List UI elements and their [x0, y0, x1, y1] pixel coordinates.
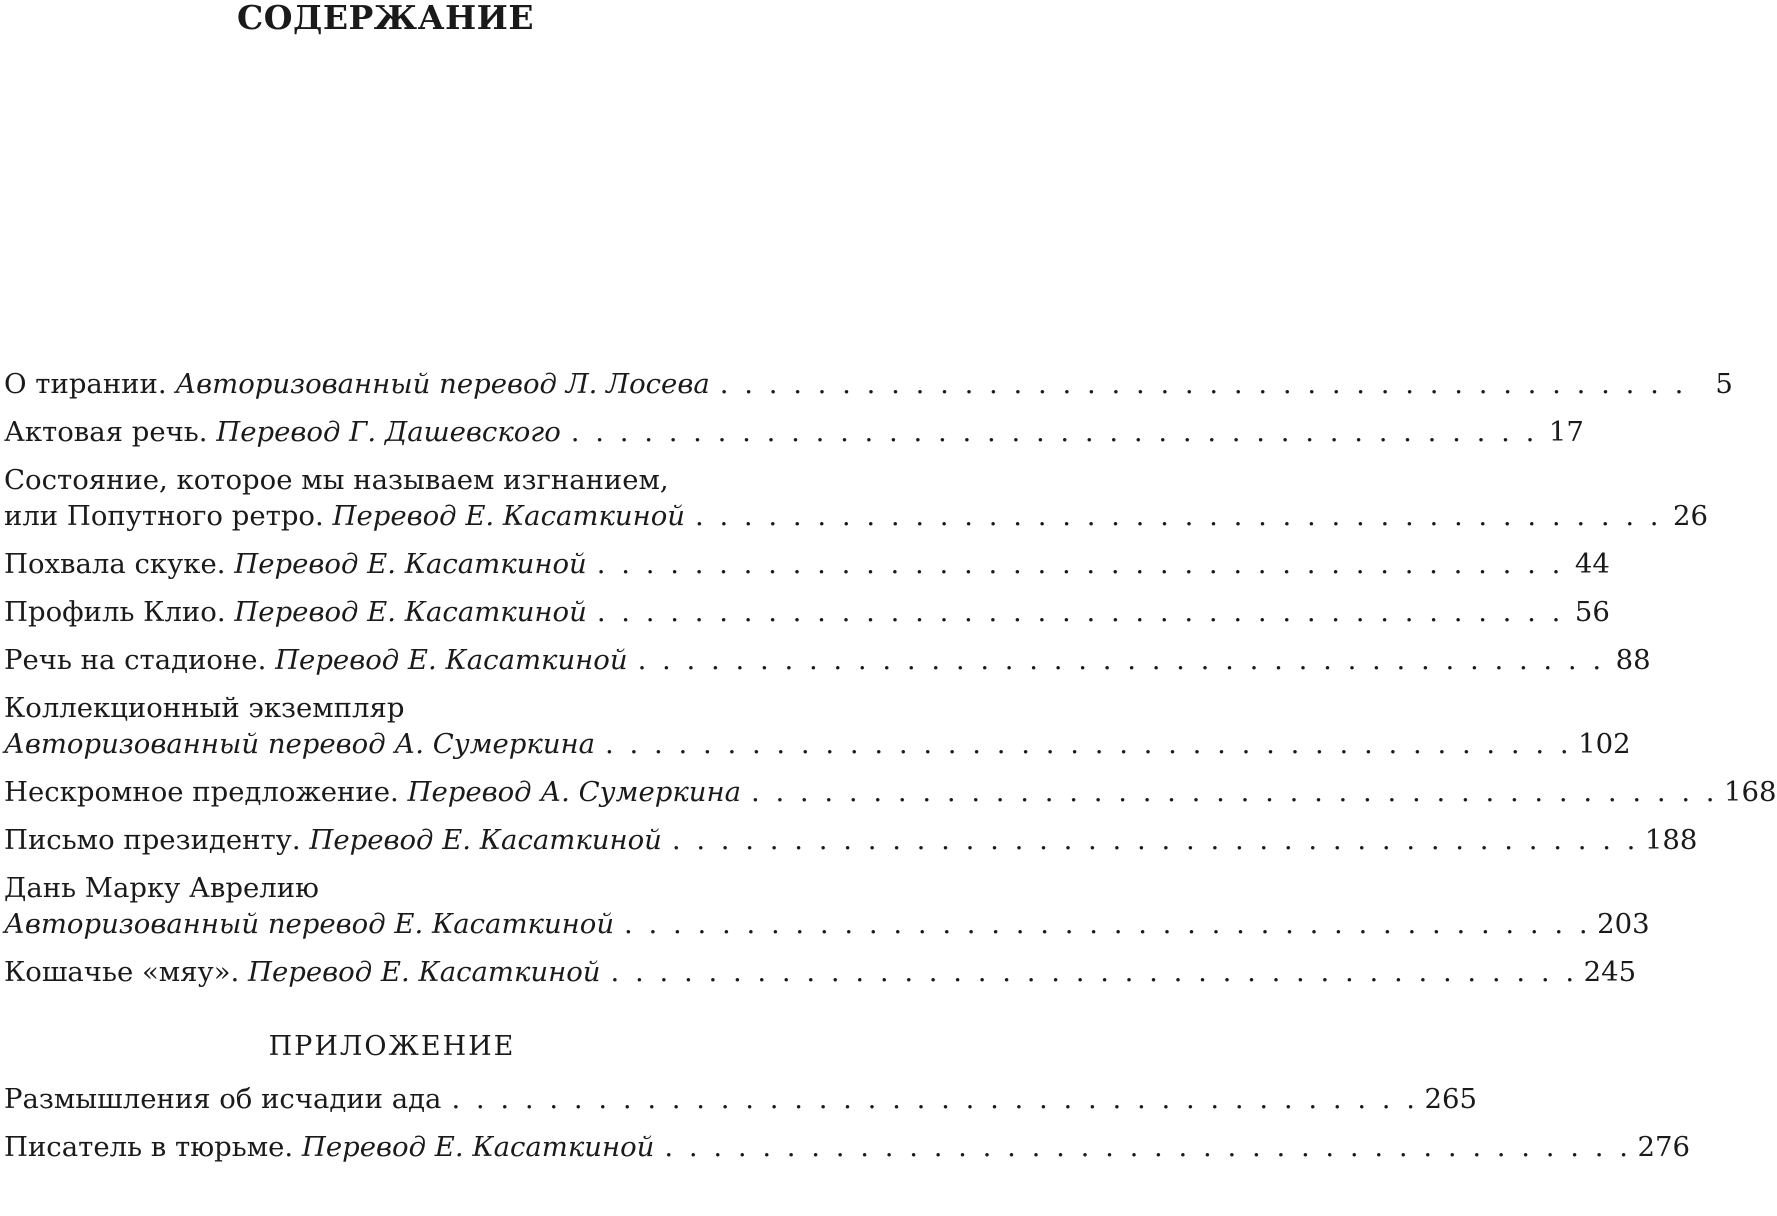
- dot-leader: . . . . . . . . . . . . . . . . . . . . . . . . . . . . . . . . . . . . . . . .: [610, 956, 1578, 988]
- toc-entry-page: 245: [1583, 956, 1637, 988]
- toc-entry-letter-to-president[interactable]: [4, 822, 1698, 858]
- toc-entry-translator: Перевод Е. Касаткиной: [248, 956, 601, 988]
- toc-entry-title: [4, 906, 614, 942]
- toc-entry-page: 56: [1574, 596, 1610, 628]
- toc-entry-page: 17: [1548, 416, 1584, 448]
- toc-entry-profile-of-clio[interactable]: [4, 594, 1610, 630]
- toc-entry-title: Коллекционный экземпляр: [4, 692, 405, 724]
- toc-entry-title: Состояние, которое мы называем изгнанием,: [4, 464, 669, 496]
- toc-entry-collectors-item[interactable]: [4, 690, 1631, 762]
- toc-entry-page: 265: [1424, 1083, 1478, 1115]
- dot-leader: . . . . . . . . . . . . . . . . . . . . . . . . . . . . . . . . . . . . . . . .: [605, 728, 1573, 760]
- toc-entry-title: Дань Марку Аврелию: [4, 872, 319, 904]
- toc-entry-line: [4, 498, 1709, 534]
- toc-entry-translator: Перевод Е. Касаткиной: [234, 596, 587, 628]
- toc-entry-translator: Перевод Е. Касаткиной: [309, 824, 662, 856]
- toc-entry-page: 44: [1574, 548, 1610, 580]
- toc-entry-title: Письмо президенту. Перевод Е. Касаткиной: [4, 824, 662, 856]
- toc-entry-title: Речь на стадионе. Перевод Е. Касаткиной: [4, 644, 628, 676]
- toc-entry-title: Профиль Клио. Перевод Е. Касаткиной: [4, 596, 587, 628]
- dot-leader: . . . . . . . . . . . . . . . . . . . . . . . . . . . . . . . . . . . . . . . .: [570, 416, 1538, 448]
- toc-entry-reflections-on-spawn-of-hell[interactable]: [4, 1081, 1478, 1117]
- toc-entry-title: Нескромное предложение. Перевод А. Сумеркина: [4, 776, 741, 808]
- toc-entry-line: [4, 546, 1610, 582]
- toc-entry-title: Похвала скуке. Перевод Е. Касаткиной: [4, 548, 587, 580]
- page-title: СОДЕРЖАНИЕ: [236, 0, 534, 37]
- dot-leader: . . . . . . . . . . . . . . . . . . . . . . . . . . . . . . . . . . . . . . . .: [664, 1131, 1632, 1163]
- toc-entry-title-line: [4, 690, 772, 726]
- toc-entry-title-line: [4, 462, 772, 498]
- dot-leader: . . . . . . . . . . . . . . . . . . . . . . . . . . . . . . . . . . . . . . . .: [637, 644, 1605, 676]
- toc-entry-line: [4, 1081, 1478, 1117]
- toc-entry-title: Кошачье «мяу». Перевод Е. Касаткиной: [4, 956, 601, 988]
- toc-entry-translator: Авторизованный перевод А. Сумеркина: [4, 728, 596, 760]
- dot-leader: . . . . . . . . . . . . . . . . . . . . . . . . . . . . . . . . . . . . . . . .: [719, 368, 1687, 400]
- toc-entry-page: 188: [1644, 824, 1698, 856]
- toc-entry-title: Размышления об исчадии ада: [4, 1083, 442, 1115]
- toc-entry-translator: Перевод Е. Касаткиной: [301, 1131, 655, 1163]
- toc-entry-speech-at-the-stadium[interactable]: [4, 642, 1651, 678]
- toc-entry-on-tyranny[interactable]: [4, 366, 1733, 402]
- toc-entry-translator: Перевод Г. Дашевского: [216, 416, 561, 448]
- toc-entry-line: [4, 1129, 1690, 1165]
- toc-entry-immodest-proposal[interactable]: [4, 774, 1777, 810]
- toc-entry-line: [4, 774, 1777, 810]
- dot-leader: . . . . . . . . . . . . . . . . . . . . . . . . . . . . . . . . . . . . . . . .: [596, 596, 1564, 628]
- toc-entry-line: [4, 594, 1610, 630]
- dot-leader: . . . . . . . . . . . . . . . . . . . . . . . . . . . . . . . . . . . . . . . .: [451, 1083, 1419, 1115]
- toc-entry-writer-in-prison[interactable]: [4, 1129, 1690, 1165]
- dot-leader: . . . . . . . . . . . . . . . . . . . . . . . . . . . . . . . . . . . . . . . .: [624, 908, 1592, 940]
- toc-entry-line: [4, 726, 1631, 762]
- dot-leader: . . . . . . . . . . . . . . . . . . . . . . . . . . . . . . . . . . . . . . . .: [750, 776, 1719, 808]
- toc-entry-page: 203: [1597, 908, 1650, 940]
- toc-entry-title: Писатель в тюрьме. Перевод Е. Касаткиной: [4, 1131, 655, 1163]
- toc-entry-title-line: [4, 870, 772, 906]
- toc-entry-line: [4, 822, 1698, 858]
- toc-entry-homage-to-marcus-aurelius[interactable]: [4, 870, 1650, 942]
- toc-entry-title: или Попутного ретро. Перевод Е. Касаткиной: [4, 500, 685, 532]
- toc-entry-page: 26: [1673, 500, 1709, 532]
- toc-entry-condition-we-call-exile[interactable]: [4, 462, 1709, 534]
- toc-entry-page: 5: [1715, 368, 1733, 400]
- toc-entry-page: 88: [1615, 644, 1651, 676]
- table-of-contents: [4, 366, 1777, 1165]
- toc-entry-line: [4, 906, 1650, 942]
- toc-entry-translator: Авторизованный перевод Е. Касаткиной: [4, 908, 615, 940]
- dot-leader: . . . . . . . . . . . . . . . . . . . . . . . . . . . . . . . . . . . . . . . .: [596, 548, 1564, 580]
- toc-entry-line: [4, 642, 1651, 678]
- toc-entry-title: [4, 726, 595, 762]
- toc-entry-translator: Перевод А. Сумеркина: [407, 776, 741, 808]
- toc-entry-line: [4, 366, 1733, 402]
- toc-entry-page: 168: [1724, 776, 1777, 808]
- toc-entry-line: [4, 414, 1584, 450]
- toc-entry-title: Актовая речь. Перевод Г. Дашевского: [4, 416, 561, 448]
- toc-entry-cats-meow[interactable]: [4, 954, 1637, 990]
- toc-entry-line: [4, 954, 1637, 990]
- toc-entry-translator: Перевод Е. Касаткиной: [234, 548, 587, 580]
- appendix-heading: ПРИЛОЖЕНИЕ: [268, 1031, 516, 1062]
- dot-leader: . . . . . . . . . . . . . . . . . . . . . . . . . . . . . . . . . . . . . . . .: [671, 824, 1639, 856]
- toc-entry-page: 102: [1578, 728, 1631, 760]
- dot-leader: . . . . . . . . . . . . . . . . . . . . . . . . . . . . . . . . . . . . . . . .: [694, 500, 1663, 532]
- toc-entry-translator: Перевод Е. Касаткиной: [275, 644, 628, 676]
- toc-entry-translator: Авторизованный перевод Л. Лосева: [175, 368, 710, 400]
- toc-entry-commencement-address[interactable]: [4, 414, 1584, 450]
- toc-entry-translator: Перевод Е. Касаткиной: [332, 500, 685, 532]
- toc-entry-in-praise-of-boredom[interactable]: [4, 546, 1610, 582]
- toc-entry-page: 276: [1637, 1131, 1690, 1163]
- toc-entry-title: О тирании. Авторизованный перевод Л. Лосева: [4, 368, 710, 400]
